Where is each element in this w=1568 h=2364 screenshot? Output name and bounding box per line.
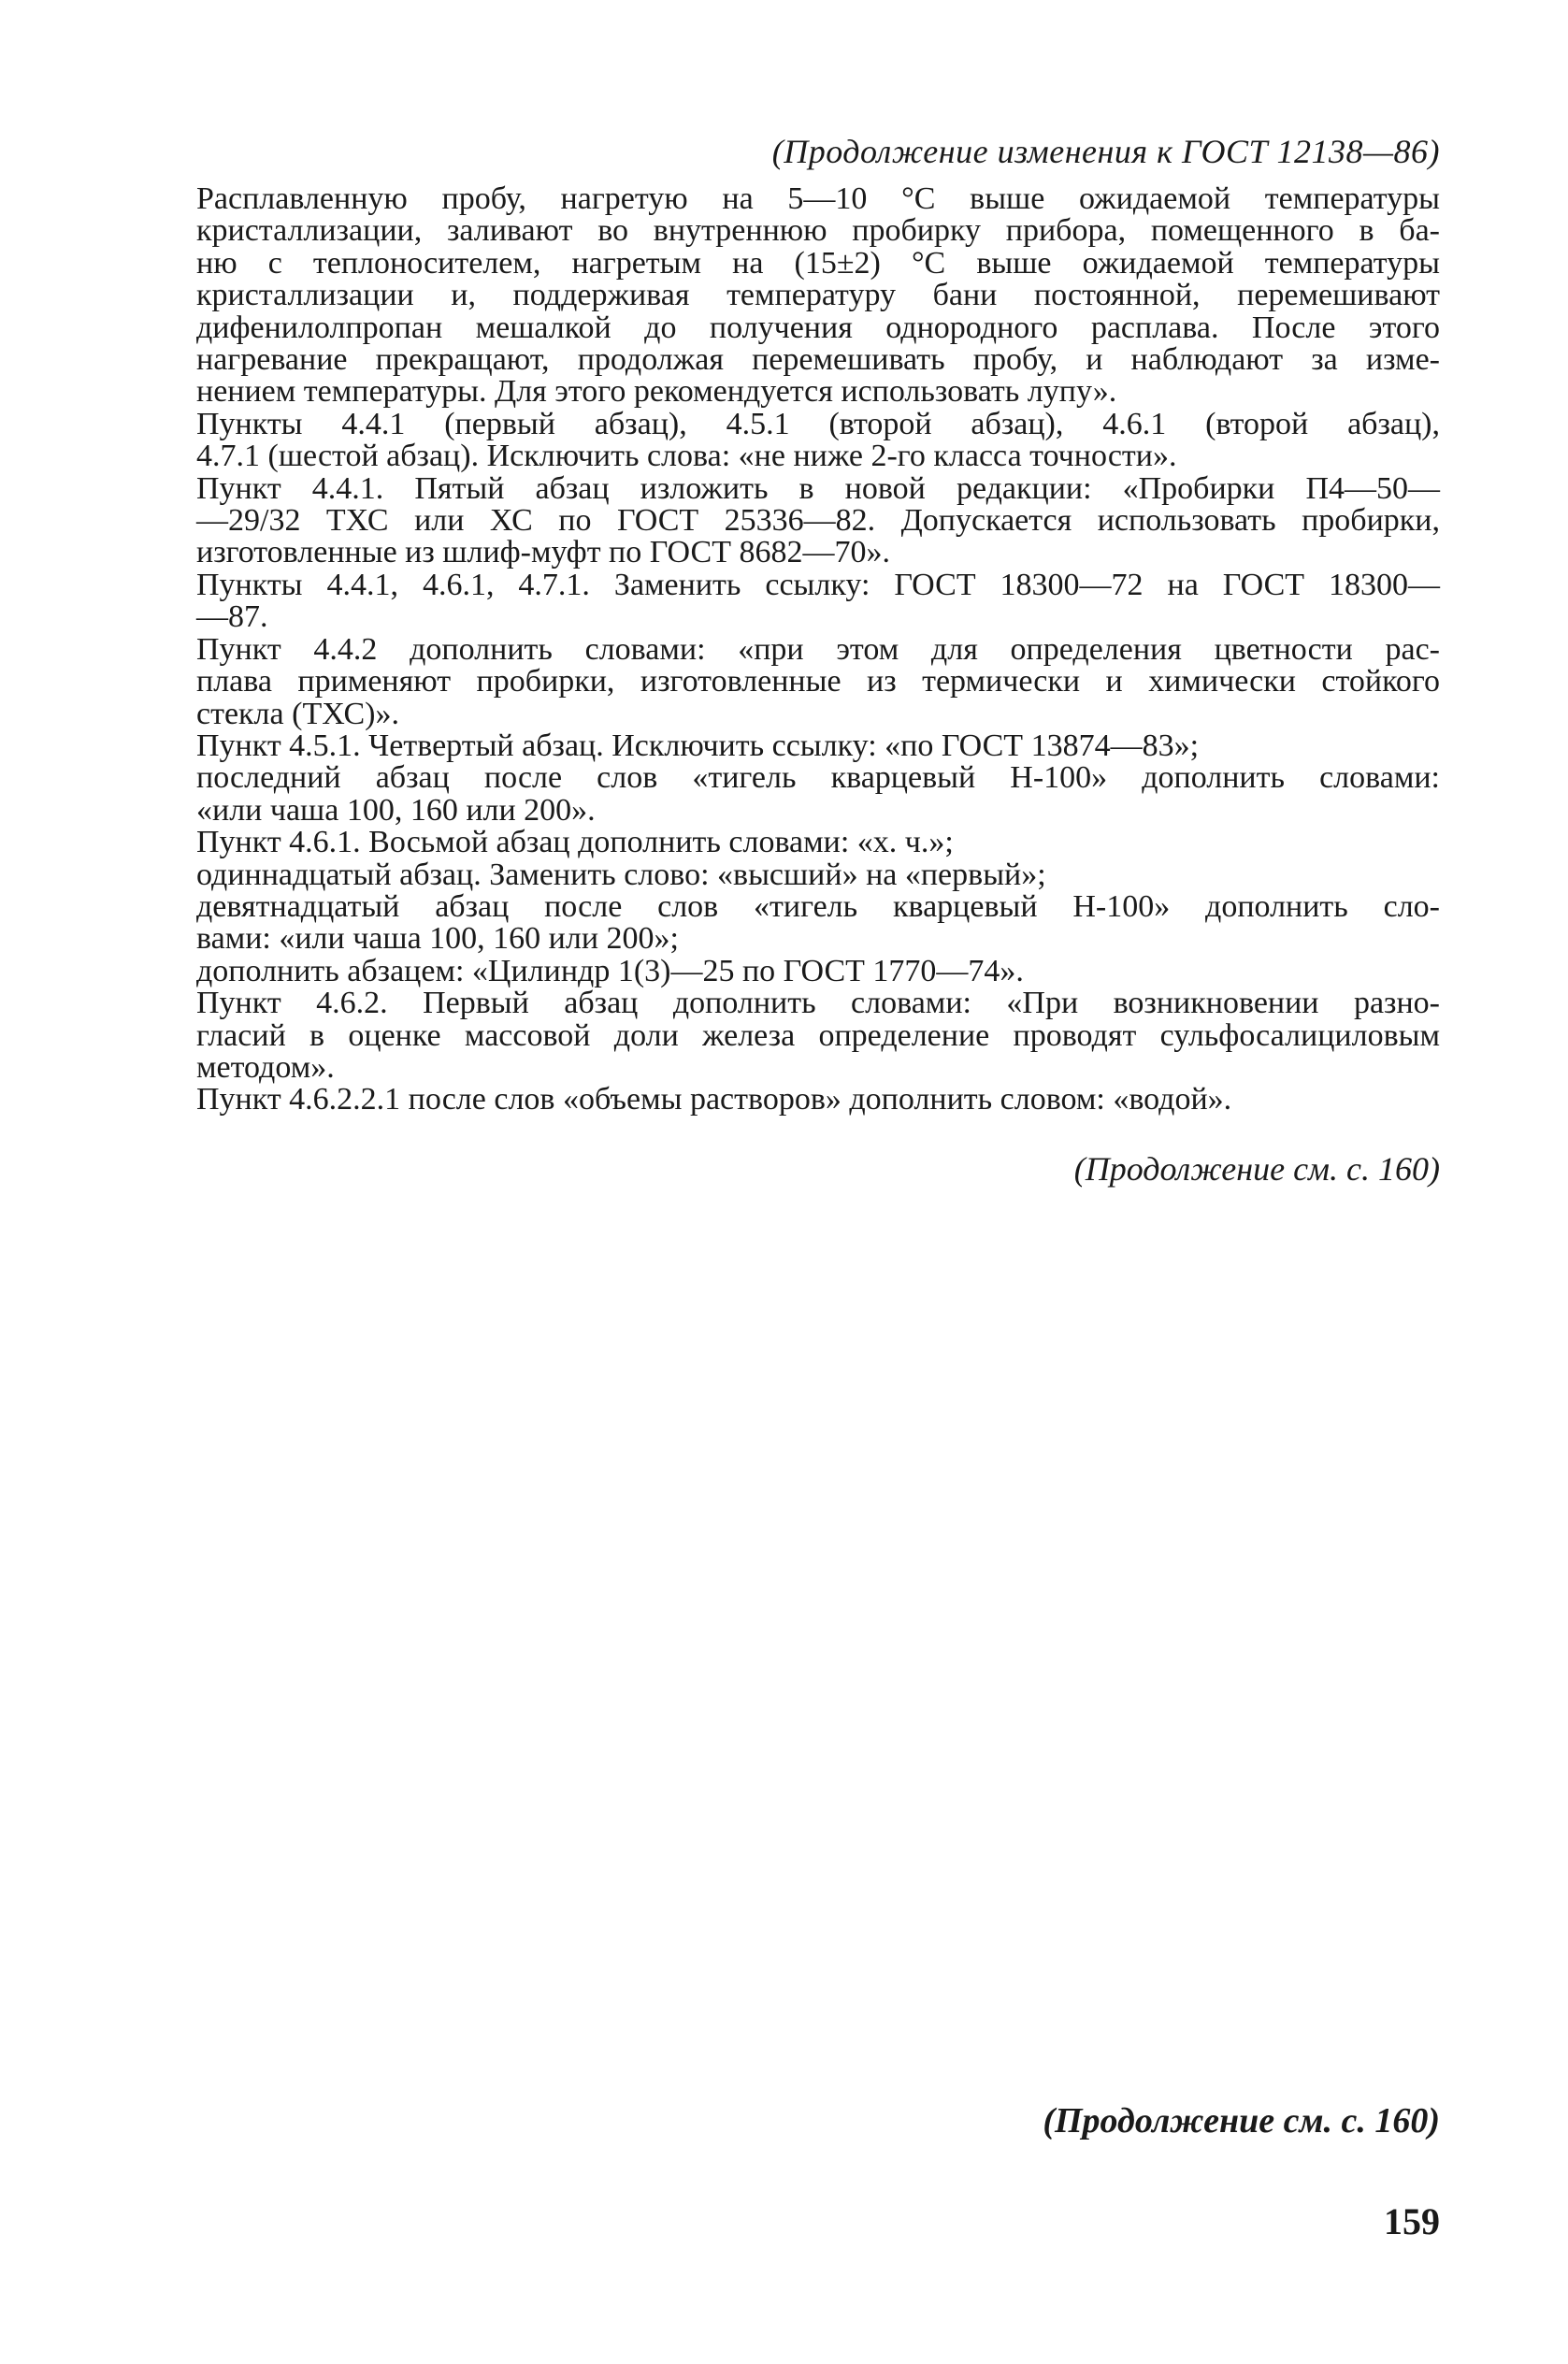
text-line: методом». xyxy=(196,1049,335,1085)
text-line: 4.7.1 (шестой абзац). Исключить слова: «не ниже 2-го класса точности». xyxy=(196,439,1177,474)
paragraph xyxy=(196,470,1440,570)
text-line: Пункт 4.4.2 дополнить словами: «при этом для определения цветности рас- xyxy=(196,631,1440,667)
text-line: гласий в оценке массовой доли железа определение проводят сульфосалициловым xyxy=(196,1017,1440,1053)
text-line: ню с теплоносителем, нагретым на (15±2) °С выше ожидаемой температуры xyxy=(196,245,1440,281)
text-line: Расплавленную пробу, нагретую на 5—10 °С выше ожидаемой температуры xyxy=(196,181,1440,216)
paragraph xyxy=(196,888,1440,957)
paragraph xyxy=(196,569,1440,634)
body-text xyxy=(196,183,1440,1117)
text-line: «или чаша 100, 160 или 200». xyxy=(196,792,596,828)
paragraph xyxy=(196,406,1440,474)
text-line: дифенилолпропан мешалкой до получения однородного расплава. После этого xyxy=(196,310,1440,345)
paragraph xyxy=(196,762,1440,827)
text-line: девятнадцатый абзац после слов «тигель кварцевый Н-100» дополнить сло- xyxy=(196,888,1440,924)
text-line: стекла (ТХС)». xyxy=(196,696,399,731)
text-line: последний абзац после слов «тигель кварцевый Н-100» дополнить словами: xyxy=(196,760,1440,796)
paragraph xyxy=(196,183,1440,409)
text-line: Пункты 4.4.1, 4.6.1, 4.7.1. Заменить ссылку: ГОСТ 18300—72 на ГОСТ 18300— xyxy=(196,567,1440,602)
text-line: —87. xyxy=(196,599,268,635)
text-line: Пункт 4.5.1. Четвертый абзац. Исключить ссылку: «по ГОСТ 13874—83»; xyxy=(196,728,1200,763)
text-line: плава применяют пробирки, изготовленные из термически и химически стойкого xyxy=(196,664,1440,699)
paragraph xyxy=(196,987,1440,1084)
header-continuation: (Продолжение изменения к ГОСТ 12138—86) xyxy=(771,133,1440,170)
paragraph xyxy=(196,859,1440,891)
text-line: одиннадцатый абзац. Заменить слово: «высший» на «первый»; xyxy=(196,857,1046,892)
paragraph xyxy=(196,827,1440,858)
paragraph xyxy=(196,631,1440,731)
continuation-note-bottom: (Продолжение см. с. 160) xyxy=(1043,2101,1440,2141)
text-line: кристаллизации, заливают во внутреннюю пробирку прибора, помещенного в ба- xyxy=(196,213,1440,249)
continuation-note-mid: (Продолжение см. с. 160) xyxy=(1073,1150,1440,1188)
text-line: Пункты 4.4.1 (первый абзац), 4.5.1 (второй абзац), 4.6.1 (второй абзац), xyxy=(196,406,1440,441)
paragraph xyxy=(196,730,1440,762)
text-line: вами: «или чаша 100, 160 или 200»; xyxy=(196,921,679,957)
text-line: дополнить абзацем: «Цилиндр 1(3)—25 по ГОСТ 1770—74». xyxy=(196,953,1024,988)
text-line: —29/32 ТХС или ХС по ГОСТ 25336—82. Допускается использовать пробирки, xyxy=(196,503,1440,539)
paragraph xyxy=(196,1084,1440,1116)
text-line: нагревание прекращают, продолжая перемешивать пробу, и наблюдают за изме- xyxy=(196,342,1440,378)
page-number: 159 xyxy=(1384,2200,1440,2242)
text-line: Пункт 4.6.2. Первый абзац дополнить словами: «При возникновении разно- xyxy=(196,986,1440,1021)
text-line: кристаллизации и, поддерживая температуру бани постоянной, перемешивают xyxy=(196,278,1440,313)
text-line: Пункт 4.4.1. Пятый абзац изложить в новой редакции: «Пробирки П4—50— xyxy=(196,470,1440,506)
text-line: изготовленные из шлиф-муфт по ГОСТ 8682—70». xyxy=(196,535,890,570)
text-line: нением температуры. Для этого рекомендуется использовать лупу». xyxy=(196,374,1117,410)
text-line: Пункт 4.6.2.2.1 после слов «объемы растворов» дополнить словом: «водой». xyxy=(196,1082,1232,1117)
text-line: Пункт 4.6.1. Восьмой абзац дополнить словами: «х. ч.»; xyxy=(196,825,954,860)
paragraph xyxy=(196,953,1440,988)
